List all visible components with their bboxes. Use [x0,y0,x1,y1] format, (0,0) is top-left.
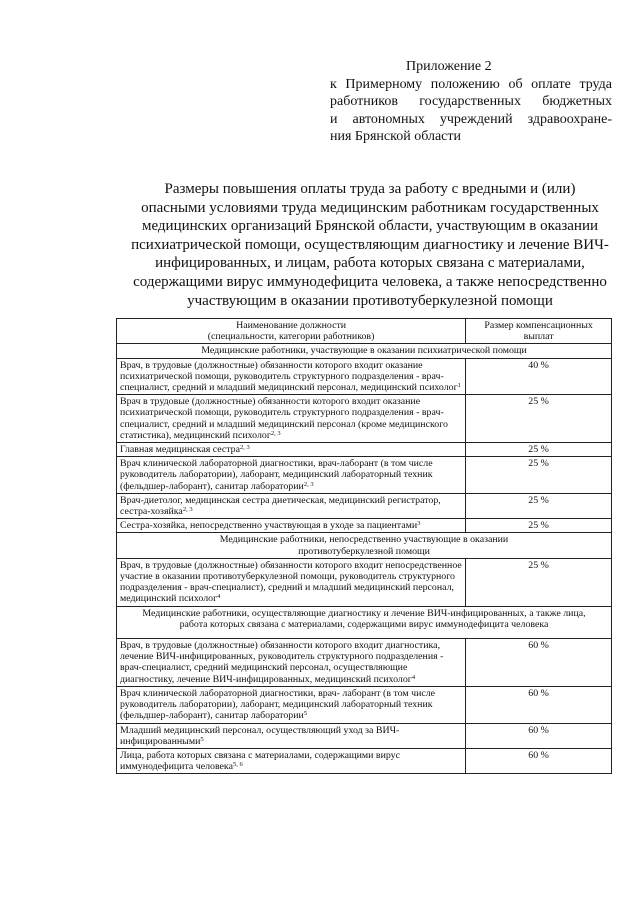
appendix-title: Приложение 2 [406,59,492,74]
position-cell [117,686,466,723]
footnote-ref: 2, 3 [182,506,193,514]
position-text: Младший медицинский персонал, осуществляющий уход за ВИЧ-инфицированными [120,724,400,747]
footnote-ref: 2, 3 [270,429,281,437]
amount-cell: 25 % [466,395,612,443]
position-text: Сестра-хозяйка, непосредственно участвующая в уходе за пациентами [120,520,418,532]
position-text: Врач в трудовые (должностные) обязанности которого входит оказание психиатрической помощи, руководитель структурного подразделения - врач-специалист, средний и младший медицинский персонал (кроме медицинского статистика), медицинский психолог [120,396,448,441]
amount-cell: 60 % [466,686,612,723]
amount-cell: 25 % [466,519,612,533]
header-text: выплат [523,331,554,343]
table-row [117,457,612,494]
section-title-line: Медицинские работники, осуществляющие диагностику и лечение ВИЧ-инфицированных, а также лица, [142,607,586,619]
document-heading [110,180,630,310]
position-cell [117,493,466,518]
position-text: Главная медицинская сестра [120,444,240,456]
position-text: Врач клинической лабораторной диагностики, врач- лаборант (в том числе руководитель лаборатории), лаборант, медицинский лабораторный техник (фельдшер-лаборант), санитар лаборатории [120,687,436,722]
section-title [117,533,612,558]
footnote-ref: 3 [417,520,421,528]
amount-cell: 60 % [466,748,612,773]
footnote-ref: 5, 6 [232,761,243,769]
footnote-ref: 2, 3 [303,480,314,488]
position-cell [117,457,466,494]
position-cell [117,723,466,748]
table-row [117,493,612,518]
position-text: Врач клинической лабораторной диагностики, врач-лаборант (в том числе руководитель лаборатории), лаборант, медицинский лабораторный техник (фельдшер-лаборант), санитар лаборатории [120,458,433,492]
position-cell [117,395,466,443]
table-row [117,519,612,533]
appendix-line: работников государственных бюджетных [330,94,612,109]
table-row [117,723,612,748]
section-title-line: противотуберкулезной помощи [298,545,430,557]
appendix-line: к Примерному положению об оплате труда [330,76,612,92]
position-text: Врач, в трудовые (должностные) обязанности которого входит непосредственное участие в оказании противотуберкулезной помощи, руководитель структурного подразделения - врач-специалист), средний и младший медицинский персонал, медицинский психолог [120,559,462,605]
appendix-line: и автономных учреждений здравоохране- [330,111,612,127]
heading-line: Размеры повышения оплаты труда за работу с вредными и (или) [164,181,576,197]
table-row [117,558,612,606]
header-text: (специальности, категории работников) [207,331,375,343]
section-row [117,344,612,358]
heading-line: психиатрической помощи, осуществляющим диагностику и лечение ВИЧ- [131,236,609,253]
amount-cell: 40 % [466,358,612,395]
table-row [117,748,612,773]
column-header-amount [466,319,612,344]
position-text: Врач, в трудовые (должностные) обязанности которого входит диагностика, лечение ВИЧ-инфицированных, руководитель структурного подразделения - врач-специалист, средний медицинский персонал, осуществляющие диагностику, лечение ВИЧ-инфицированных, медицинский психолог [120,640,444,685]
section-row [117,606,612,638]
amount-cell: 25 % [466,493,612,518]
position-cell [117,639,466,687]
footnote-ref: 5 [200,735,204,743]
section-title-line: работа которых связана с материалами, содержащими вирус иммунодефицита человека [179,618,549,630]
section-title [117,606,612,638]
position-cell [117,558,466,606]
table-row [117,395,612,443]
position-text: Врач, в трудовые (должностные) обязанности которого входит оказание психиатрической помощи, руководитель структурного подразделения - врач-специалист, средний и младший медицинский персонал, медицинский психолог [120,359,458,394]
section-title-line: Медицинские работники, непосредственно участвующие в оказании [219,534,509,546]
position-cell [117,748,466,773]
table-header-row [117,319,612,344]
amount-cell: 25 % [466,457,612,494]
footnote-ref: 2, 3 [239,444,250,452]
footnote-ref: 5 [303,710,308,718]
amount-cell: 60 % [466,723,612,748]
amount-cell: 60 % [466,639,612,687]
heading-line: участвующим в оказании противотуберкулезной помощи [187,292,553,309]
position-text: Лица, работа которых связана с материалами, содержащими вирус иммунодефицита человека [120,749,400,773]
table-row [117,358,612,395]
heading-line: содержащими вирус иммунодефицита человека, а также непосредственно [133,273,607,290]
header-text: Размер компенсационных [484,320,593,331]
footnote-ref: 1 [457,382,461,390]
position-cell [117,519,466,533]
heading-line: медицинских организаций Брянской области, участвующим в оказании [141,218,599,235]
column-header-position [117,319,466,344]
compensation-table [116,318,612,774]
heading-line: инфицированных, и лицам, работа которых связана с материалами, [155,255,585,272]
table-row [117,639,612,687]
section-title: Медицинские работники, участвующие в оказании психиатрической помощи [117,344,612,358]
section-row [117,533,612,558]
appendix-line: ния Брянской области [330,129,461,144]
table-row [117,686,612,723]
position-cell [117,443,466,457]
appendix-block [330,58,612,146]
header-text: Наименование должности [236,320,347,331]
amount-cell: 25 % [466,443,612,457]
footnote-ref: 4 [411,673,416,681]
footnote-ref: 4 [217,593,221,601]
heading-line: опасными условиями труда медицинским работникам государственных [141,199,599,216]
position-cell [117,358,466,395]
table-row [117,443,612,457]
position-text: Врач-диетолог, медицинская сестра диетическая, медицинский регистратор, сестра-хозяйка [120,494,441,518]
amount-cell: 25 % [466,558,612,606]
